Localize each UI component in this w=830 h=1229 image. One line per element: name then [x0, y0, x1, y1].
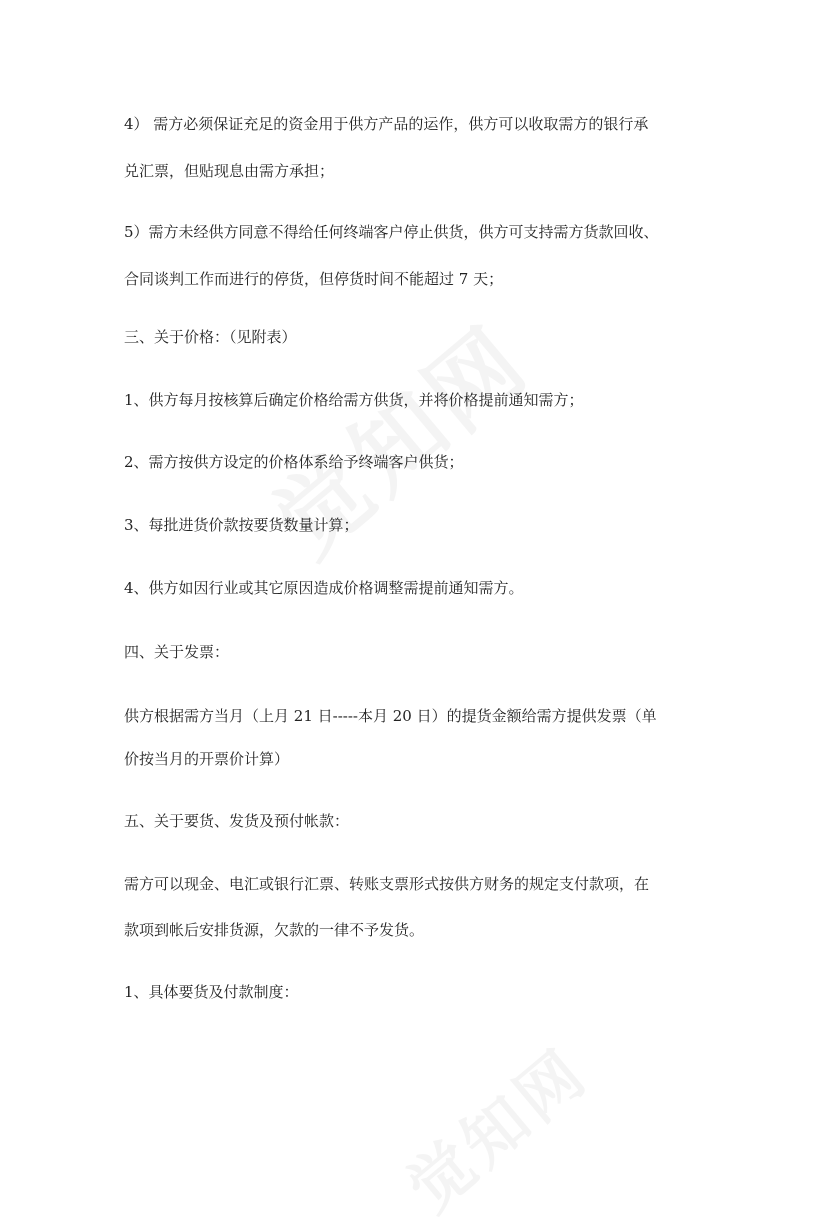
section-heading: 四、关于发票： [124, 643, 230, 661]
section-heading: 五、关于要货、发货及预付帐款： [124, 812, 350, 830]
list-item: 4、供方如因行业或其它原因造成价格调整需提前通知需方。 [124, 579, 524, 597]
section-heading: 三、关于价格：（见附表） [124, 328, 297, 346]
list-item: 1、具体要货及付款制度： [124, 983, 299, 1001]
paragraph-line: 供方根据需方当月（上月 21 日-----本月 20 日）的提货金额给需方提供发票（单 [124, 707, 657, 725]
paragraph-line: 兑汇票，但贴现息由需方承担； [124, 162, 335, 180]
list-item: 3、每批进货价款按要货数量计算； [124, 516, 359, 534]
paragraph-line: 4） 需方必须保证充足的资金用于供方产品的运作，供方可以收取需方的银行承 [124, 115, 649, 133]
paragraph-line: 价按当月的开票价计算） [124, 750, 290, 768]
paragraph-line: 5）需方未经供方同意不得给任何终端客户停止供货，供方可支持需方货款回收、 [124, 223, 659, 241]
watermark [385, 1023, 605, 1228]
paragraph-line: 需方可以现金、电汇或银行汇票、转账支票形式按供方财务的规定支付款项，在 [124, 875, 650, 893]
list-item: 1、供方每月按核算后确定价格给需方供货，并将价格提前通知需方； [124, 391, 584, 409]
paragraph-line: 合同谈判工作而进行的停货，但停货时间不能超过 7 天； [124, 270, 504, 288]
list-item: 2、需方按供方设定的价格体系给予终端客户供货； [124, 453, 464, 471]
paragraph-line: 款项到帐后安排货源，欠款的一律不予发货。 [124, 921, 425, 939]
